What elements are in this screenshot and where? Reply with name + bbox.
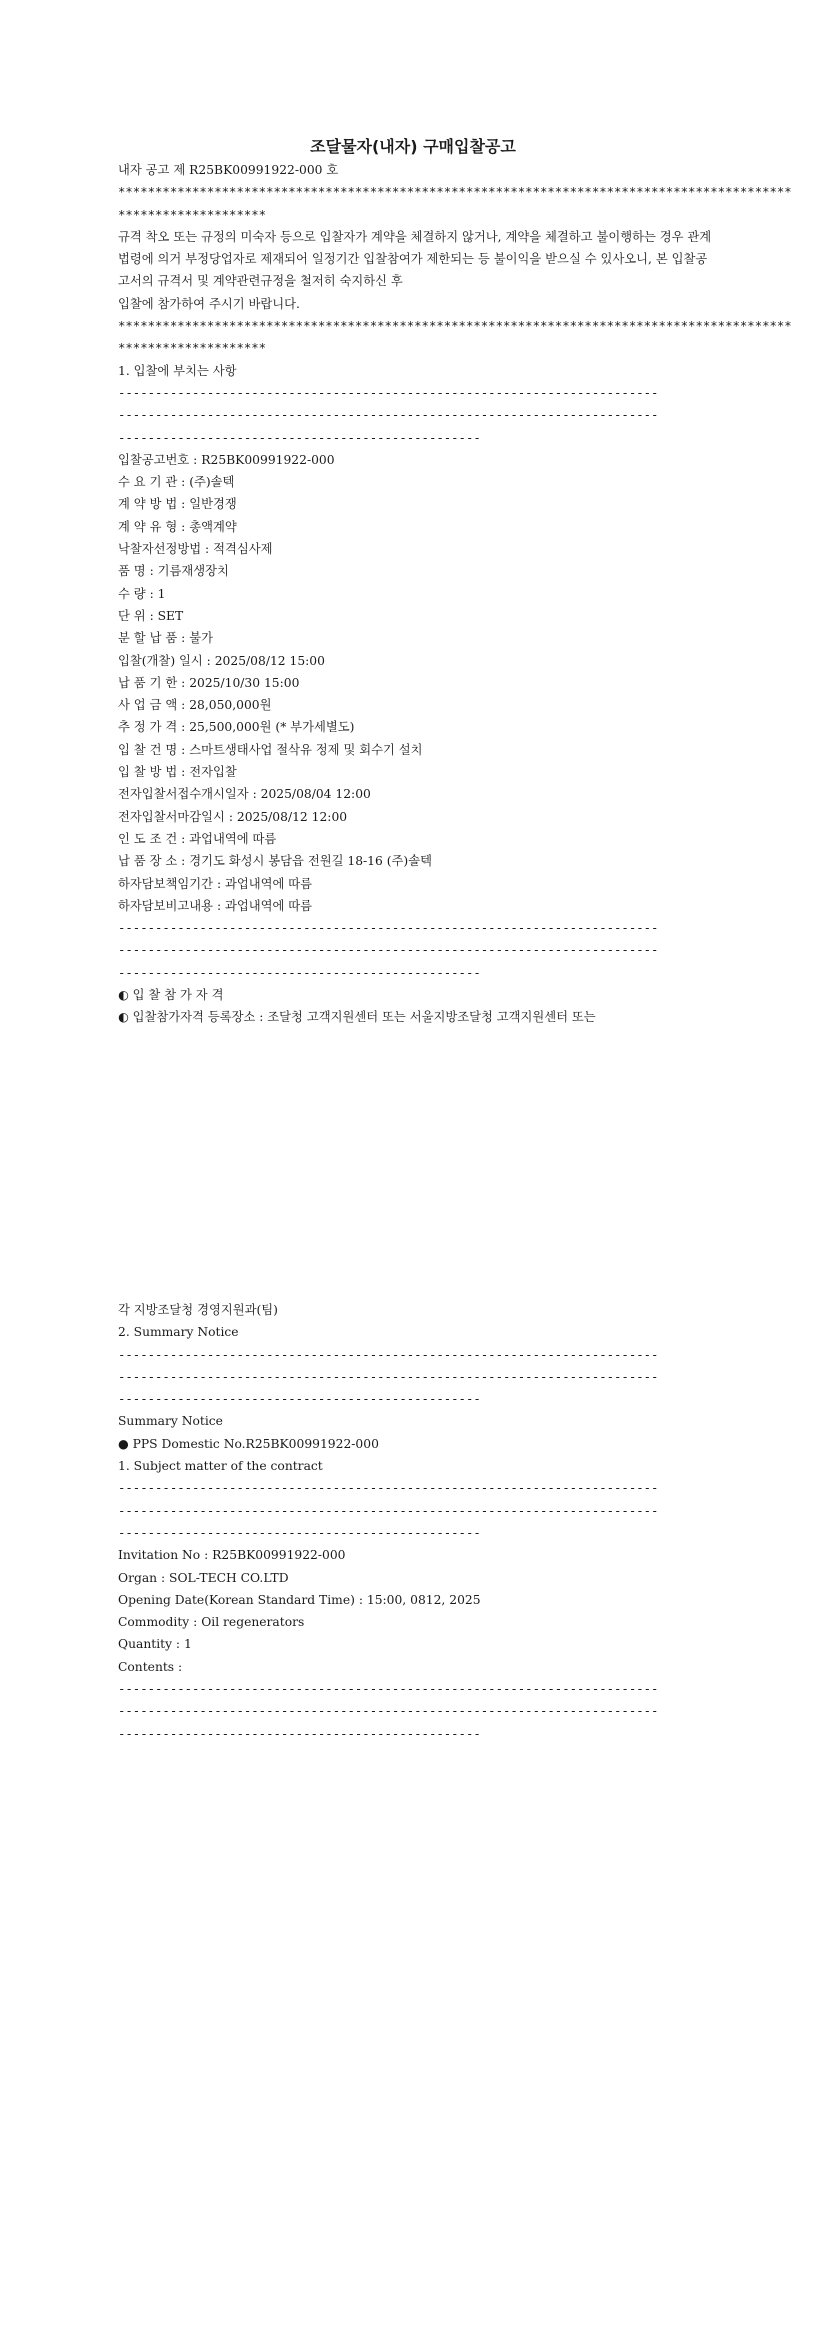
info-item: 단 위 : SET (118, 608, 184, 623)
dash-divider: ------------------------------------------------------------------------- (118, 1704, 659, 1719)
dash-divider-short: ------------------------------------------------- (118, 1726, 481, 1741)
qualification-text-continued: 각 지방조달청 경영지원과(팀) (118, 1303, 278, 1317)
info-item: 입 찰 방 법 : 전자입찰 (118, 765, 237, 780)
notice-body (118, 159, 792, 1029)
summary-label: Summary Notice (118, 1414, 223, 1429)
star-divider-tail: ******************** (118, 207, 267, 222)
info-item: 품 명 : 기름재생장치 (118, 564, 229, 579)
english-item: Organ : SOL-TECH CO.LTD (118, 1570, 289, 1585)
info-item: 추 정 가 격 : 25,500,000원 (* 부가세별도) (118, 720, 355, 735)
english-item: Commodity : Oil regenerators (118, 1615, 305, 1630)
english-item: Quantity : 1 (118, 1637, 192, 1652)
dash-divider-short: ------------------------------------------------- (118, 965, 481, 980)
qualification-heading: ◐ 입 찰 참 가 자 격 (118, 987, 224, 1002)
info-item: 계 약 방 법 : 일반경쟁 (118, 497, 237, 512)
dash-divider: ------------------------------------------------------------------------- (118, 943, 659, 958)
dash-divider-short: ------------------------------------------------- (118, 1525, 481, 1540)
english-item: Contents : (118, 1659, 183, 1674)
info-item: 입찰(개찰) 일시 : 2025/08/12 15:00 (118, 653, 325, 668)
english-item: Opening Date(Korean Standard Time) : 15:00, 0812, 2025 (118, 1592, 481, 1607)
dash-divider: ------------------------------------------------------------------------- (118, 921, 659, 936)
dash-divider-short: ------------------------------------------------- (118, 430, 481, 445)
subject-heading: 1. Subject matter of the contract (118, 1459, 323, 1474)
page-title: 조달물자(내자) 구매입찰공고 (310, 137, 516, 156)
info-item: 계 약 유 형 : 총액계약 (118, 519, 237, 534)
info-item: 수 요 기 관 : (주)솔텍 (118, 475, 235, 490)
info-item: 하자담보비고내용 : 과업내역에 따름 (118, 898, 313, 913)
section-1-heading: 1. 입찰에 부치는 사항 (118, 363, 237, 378)
info-item: 분 할 납 품 : 불가 (118, 631, 213, 646)
star-divider: ******************************************************************************************* (118, 319, 792, 334)
english-item: Invitation No : R25BK00991922-000 (118, 1548, 346, 1563)
info-item: 납 품 기 한 : 2025/10/30 15:00 (118, 675, 300, 690)
info-item: 인 도 조 건 : 과업내역에 따름 (118, 831, 277, 846)
dash-divider: ------------------------------------------------------------------------- (118, 408, 659, 423)
info-item: 전자입찰서마감일시 : 2025/08/12 12:00 (118, 809, 348, 824)
info-item: 전자입찰서접수개시일자 : 2025/08/04 12:00 (118, 787, 371, 802)
dash-divider-short: ------------------------------------------------- (118, 1392, 481, 1407)
qualification-text: ◐ 입찰참가자격 등록장소 : 조달청 고객지원센터 또는 서울지방조달청 고객지원센터 또는 (118, 1010, 596, 1025)
star-divider: ******************************************************************************************* (118, 185, 792, 200)
info-item: 수 량 : 1 (118, 586, 166, 601)
info-item: 입 찰 건 명 : 스마트생태사업 절삭유 정제 및 회수기 설치 (118, 742, 423, 757)
dash-divider: ------------------------------------------------------------------------- (118, 1347, 659, 1362)
pps-number: ● PPS Domestic No.R25BK00991922-000 (118, 1436, 379, 1451)
star-divider-tail: ******************** (118, 341, 267, 356)
warning-text: 규격 착오 또는 규정의 미숙자 등으로 입찰자가 계약을 체결하지 않거나, 계약을 체결하고 불이행하는 경우 관계법령에 의거 부정당업자로 제재되어 일정기간 입찰참여가 제한되는 등 불이익을 받으실 수 있사오니, 본 입찰공고서의 규격서 및 계약관련규정을 철저히 숙지하신 후 (118, 229, 712, 289)
dash-divider: ------------------------------------------------------------------------- (118, 385, 659, 400)
warning-text-end: 입찰에 참가하여 주시기 바랍니다. (118, 296, 300, 311)
info-item: 낙찰자선정방법 : 적격심사제 (118, 542, 273, 557)
info-item: 사 업 금 액 : 28,050,000원 (118, 698, 272, 713)
notice-body-continued (118, 1299, 714, 1745)
dash-divider: ------------------------------------------------------------------------- (118, 1481, 659, 1496)
section-2-heading: 2. Summary Notice (118, 1325, 239, 1340)
info-item: 입찰공고번호 : R25BK00991922-000 (118, 452, 335, 467)
info-item: 하자담보책임기간 : 과업내역에 따름 (118, 876, 313, 891)
dash-divider: ------------------------------------------------------------------------- (118, 1682, 659, 1697)
info-item: 납 품 장 소 : 경기도 화성시 봉담읍 전원길 18-16 (주)솔텍 (118, 854, 432, 869)
dash-divider: ------------------------------------------------------------------------- (118, 1369, 659, 1384)
notice-number: 내자 공고 제 R25BK00991922-000 호 (118, 163, 339, 177)
dash-divider: ------------------------------------------------------------------------- (118, 1503, 659, 1518)
